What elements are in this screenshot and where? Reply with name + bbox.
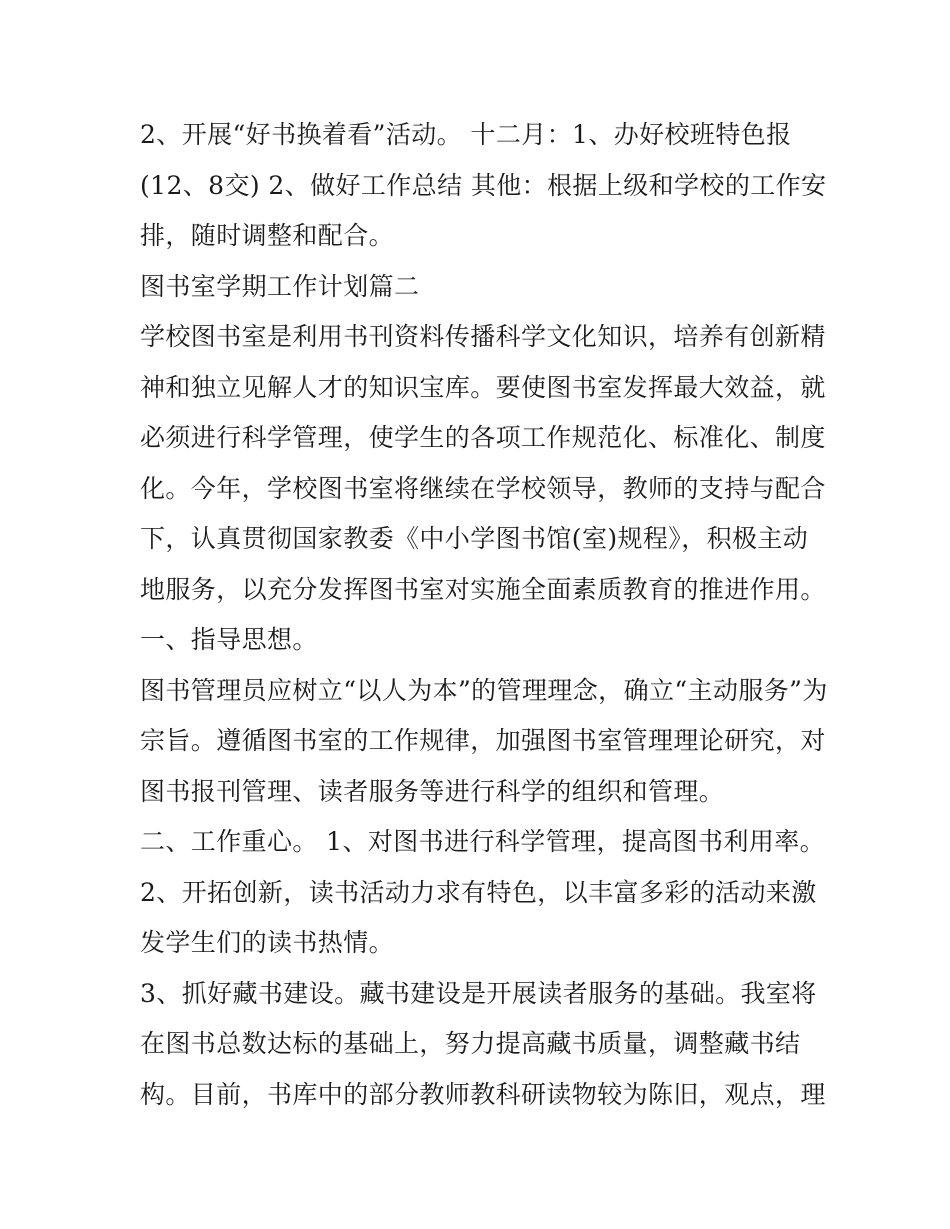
text-line-20: 构。目前，书库中的部分教师教科研读物较为陈旧，观点，理 (140, 1079, 826, 1109)
text-line-9: 下，认真贯彻国家教委《中小学图书馆(室)规程》，积极主动 (140, 524, 809, 553)
text-line-12: 图书管理员应树立“以人为本”的管理理念，确立“主动服务”为 (140, 675, 828, 705)
text-line-10: 地服务，以充分发挥图书室对实施全面素质教育的推进作用。 (140, 574, 826, 604)
subheading-guiding-thought: 一、指导思想。 (140, 625, 318, 654)
text-line-7: 必须进行科学管理，使学生的各项工作规范化、标准化、制度 (140, 423, 826, 452)
text-line-16: 2、开拓创新，读书活动力求有特色，以丰富多彩的活动来激 (140, 877, 817, 907)
text-line-17: 发学生们的读书热情。 (140, 928, 395, 957)
section-heading: 图书室学期工作计划篇二 (140, 271, 420, 301)
text-line-8: 化。今年，学校图书室将继续在学校领导，教师的支持与配合 (140, 473, 826, 503)
subheading-work-focus: 二、工作重心。 1、对图书进行科学管理，提高图书利用率。 (140, 827, 826, 856)
text-line-1: 2、开展“好书换着看”活动。 十二月：1、办好校班特色报 (140, 120, 792, 149)
text-line-5: 学校图书室是利用书刊资料传播科学文化知识，培养有创新精 (140, 322, 826, 351)
text-line-6: 神和独立见解人才的知识宝库。要使图书室发挥最大效益，就 (140, 372, 826, 402)
text-line-14: 图书报刊管理、读者服务等进行科学的组织和管理。 (140, 776, 725, 806)
text-line-3: 排，随时调整和配合。 (140, 221, 395, 250)
text-line-13: 宗旨。遵循图书室的工作规律，加强图书室管理理论研究，对 (140, 726, 826, 755)
document-body (140, 110, 828, 1120)
text-line-18: 3、抓好藏书建设。藏书建设是开展读者服务的基础。我室将 (140, 978, 817, 1008)
text-line-19: 在图书总数达标的基础上，努力提高藏书质量，调整藏书结 (140, 1029, 801, 1058)
text-line-2: (12、8交) 2、做好工作总结 其他：根据上级和学校的工作安 (140, 170, 827, 200)
